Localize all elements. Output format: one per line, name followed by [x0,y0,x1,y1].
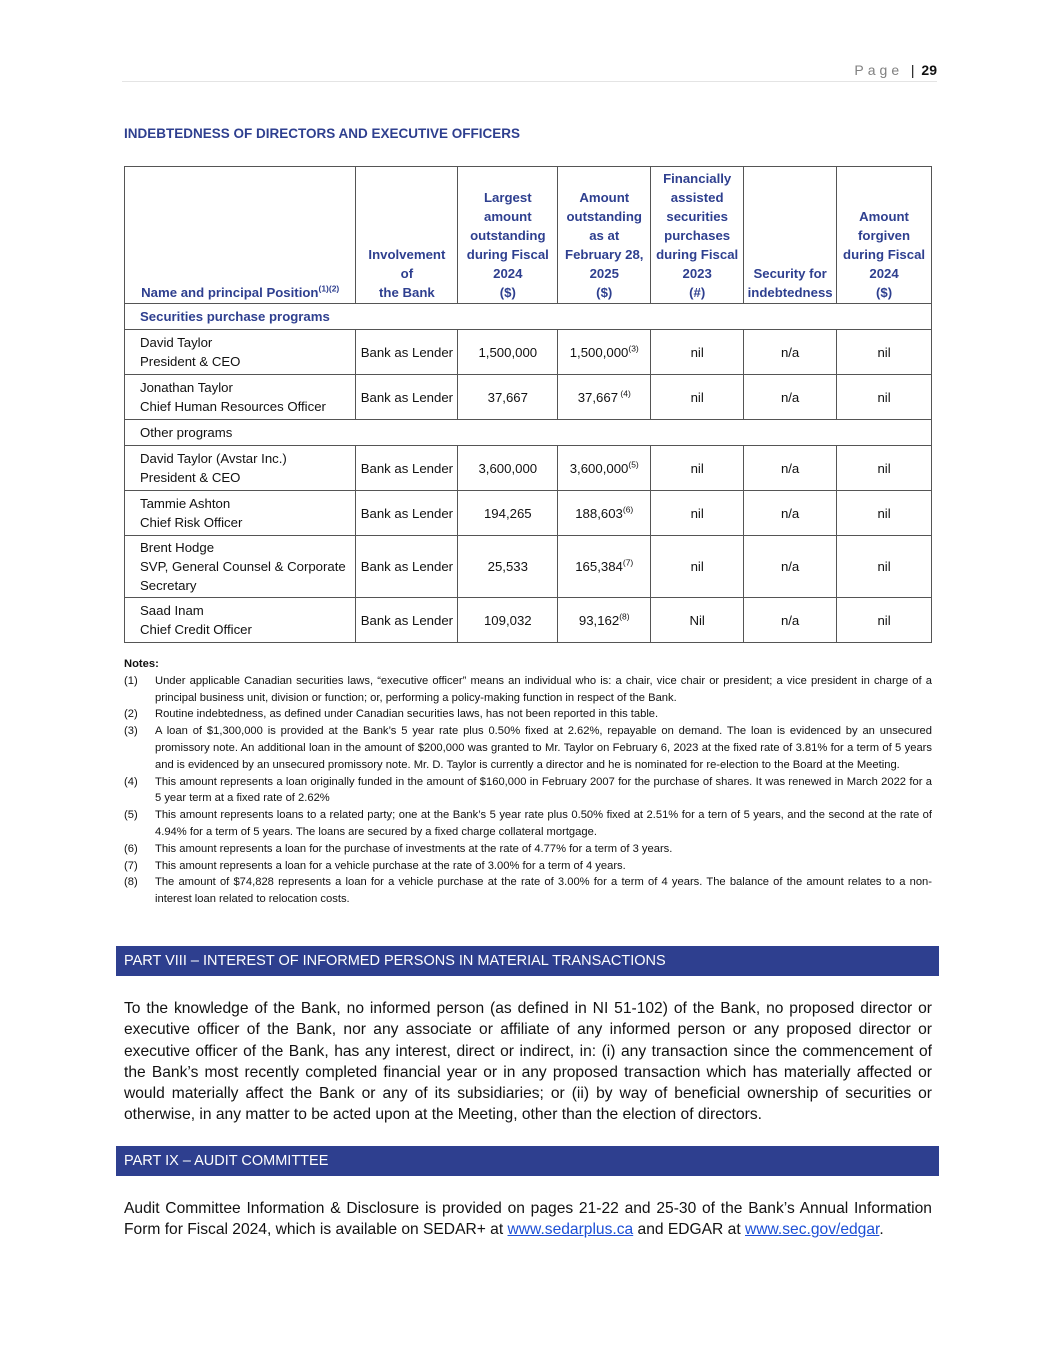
header-amount-outstanding: Amount outstanding as at February 28, 2025 ($) [558,167,651,304]
name-cell: Brent Hodge SVP, General Counsel & Corporate Secretary [125,536,356,598]
page-separator: | [907,62,915,78]
security-cell: n/a [744,446,837,491]
table-row [125,446,932,491]
note-item: (3) A loan of $1,300,000 is provided at the Bank’s 5 year rate plus 0.50% fixed at 2.62%, repayable on demand. The loan is evidenced by an unsecured promissory note. An additional loan in the amount of $200,000 was granted to Mr. Taylor on February 6, 2023 at the fixed rate of 3.81% for a term of 5 years and is evidenced by an unsecured promissory note. Mr. D. Taylor is currently a director and he is nominated for re-election to the Board at the Meeting. [124,725,932,771]
security-cell: n/a [744,491,837,536]
largest-cell: 109,032 [458,598,558,643]
name-cell: Tammie Ashton Chief Risk Officer [125,491,356,536]
largest-cell: 194,265 [458,491,558,536]
group-other-programs: Other programs [125,420,932,446]
financially-cell: nil [651,446,744,491]
involvement-cell: Bank as Lender [356,446,458,491]
security-cell: n/a [744,598,837,643]
forgiven-cell: nil [837,330,932,375]
part-viii-paragraph: To the knowledge of the Bank, no informed person (as defined in NI 51-102) of the Bank, no proposed director or executive officer of the Bank, nor any associate or affiliate of any informed person or any proposed director or executive officer of the Bank, has any interest, direct or indirect, in: (i) any transaction since the commencement of the Bank’s most recently completed financial year or in any proposed transaction which has materially affected or would materially affect the Bank or any of its subsidiaries; or (ii) by way of beneficial ownership of securities or otherwise, in any matter to be acted upon at the Meeting, other than the election of directors. [124,1000,932,1124]
note-item: (6) This amount represents a loan for the purchase of investments at the rate of 4.77% for a term of 3 years. [124,842,673,855]
largest-cell: 1,500,000 [458,330,558,375]
page-header [122,62,937,82]
table-group-row [125,420,932,446]
notes-section [124,656,932,908]
header-involvement: Involvement of the Bank [356,167,458,304]
name-cell: David Taylor (Avstar Inc.) President & CEO [125,446,356,491]
note-item: (5) This amount represents loans to a related party; one at the Bank’s 5 year rate plus 0.50% fixed at 2.51% for a tern of 5 years, and the second at the rate of 4.94% for a term of 5 years. The loans are secured by a fixed charge collateral mortgage. [124,809,932,838]
financially-cell: Nil [651,598,744,643]
page-number: 29 [921,62,937,78]
group-securities-purchase: Securities purchase programs [125,304,932,330]
amount-cell: 37,667 $^{(4)}$ [558,375,651,420]
involvement-cell: Bank as Lender [356,598,458,643]
table-row [125,536,932,598]
amount-cell: 1,500,000$^{(3)}$ [558,330,651,375]
table-header-row [125,167,932,304]
header-largest-amount: Largest amount outstanding during Fiscal 2024 ($) [458,167,558,304]
edgar-link[interactable]: www.sec.gov/edgar [745,1221,880,1239]
forgiven-cell: nil [837,491,932,536]
table-row [125,598,932,643]
page-label: Page [854,62,904,78]
largest-cell: 3,600,000 [458,446,558,491]
header-security: Security for indebtedness [744,167,837,304]
financially-cell: nil [651,375,744,420]
involvement-cell: Bank as Lender [356,536,458,598]
security-cell: n/a [744,375,837,420]
security-cell: n/a [744,330,837,375]
forgiven-cell: nil [837,446,932,491]
largest-cell: 25,533 [458,536,558,598]
note-item: (7) This amount represents a loan for a vehicle purchase at the rate of 3.00% for a term of 4 years. [124,859,626,872]
header-financially-assisted: Financially assisted securities purchases during Fiscal 2023 (#) [651,167,744,304]
security-cell: n/a [744,536,837,598]
header-name-position: Name and principal Position$^{(1)(2)}$ [125,167,356,304]
table-group-row [125,304,932,330]
name-cell: Saad Inam Chief Credit Officer [125,598,356,643]
involvement-cell: Bank as Lender [356,330,458,375]
section-title: INDEBTEDNESS OF DIRECTORS AND EXECUTIVE OFFICERS [124,126,521,141]
financially-cell: nil [651,536,744,598]
table-row [125,375,932,420]
table-row [125,330,932,375]
note-item: (2) Routine indebtedness, as defined under Canadian securities laws, has not been reported in this table. [124,708,659,721]
amount-cell: 188,603$^{(6)}$ [558,491,651,536]
amount-cell: 3,600,000$^{(5)}$ [558,446,651,491]
indebtedness-table [124,166,932,643]
name-cell: David Taylor President & CEO [125,330,356,375]
forgiven-cell: nil [837,598,932,643]
note-item: (8) The amount of $74,828 represents a loan for a vehicle purchase at the rate of 3.00% for a term of 4 years. The balance of the amount relates to a non-interest loan related to relocation costs. [124,876,932,906]
largest-cell: 37,667 [458,375,558,420]
involvement-cell: Bank as Lender [356,375,458,420]
financially-cell: nil [651,491,744,536]
notes-title: Notes: [124,658,159,670]
forgiven-cell: nil [837,536,932,598]
note-item: (4) This amount represents a loan originally funded in the amount of $160,000 in February 2007 for the purchase of shares. It was renewed in March 2022 for a 5 year term at a fixed rate of 2.62% [124,775,932,805]
sedar-link[interactable]: www.sedarplus.ca [507,1221,634,1239]
amount-cell: 93,162$^{(8)}$ [558,598,651,643]
header-amount-forgiven: Amount forgiven during Fiscal 2024 ($) [837,167,932,304]
part-ix-heading: PART IX – AUDIT COMMITTEE [116,1146,939,1176]
financially-cell: nil [651,330,744,375]
part-ix-paragraph: Audit Committee Information & Disclosure is provided on pages 21-22 and 25-30 of the Bank’s Annual Information Form for Fiscal 2024, which is available on SEDAR+ at www.sedarplus.ca and EDGAR at www.sec.gov/edgar. [124,1200,932,1239]
forgiven-cell: nil [837,375,932,420]
amount-cell: 165,384$^{(7)}$ [558,536,651,598]
involvement-cell: Bank as Lender [356,491,458,536]
note-item: (1) Under applicable Canadian securities laws, “executive officer” means an individual who is: a chair, vice chair or president; a vice president in charge of a principal business unit, division or function; or, performing a policy-making function in respect of the Bank. [124,674,932,704]
name-cell: Jonathan Taylor Chief Human Resources Officer [125,375,356,420]
table-row [125,491,932,536]
part-viii-heading: PART VIII – INTEREST OF INFORMED PERSONS IN MATERIAL TRANSACTIONS [116,946,939,976]
